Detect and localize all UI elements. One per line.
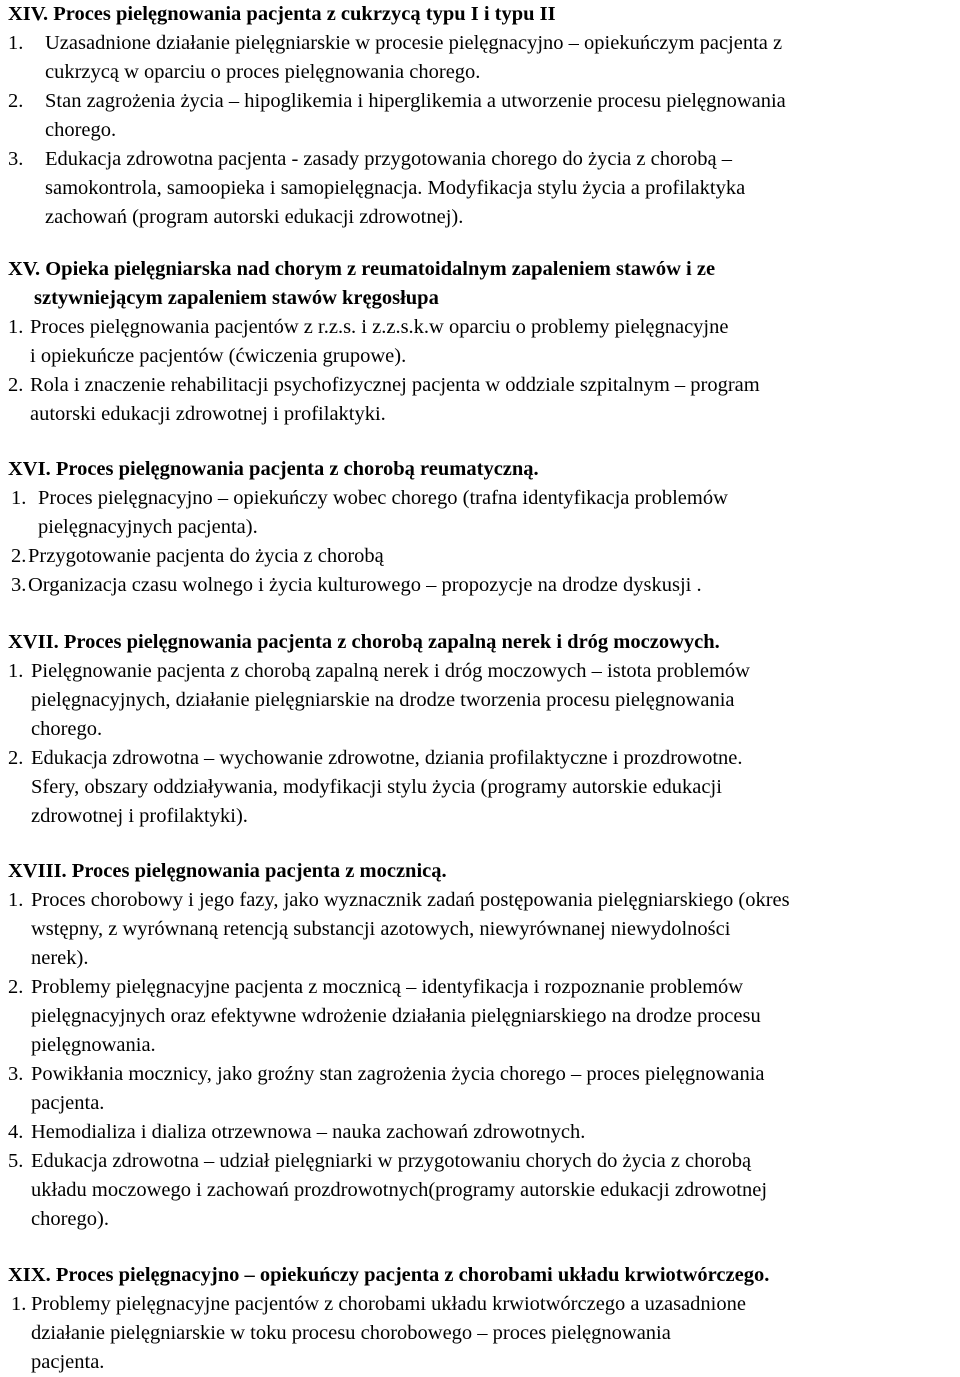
item-line: Edukacja zdrowotna pacjenta - zasady przygotowania chorego do życia z chorobą – <box>45 148 733 170</box>
item-number: 1. <box>8 32 24 54</box>
item-number: 2. <box>8 374 24 396</box>
item-line: chorego. <box>45 119 117 141</box>
item-line: pielęgnowania. <box>31 1034 156 1056</box>
section-heading: XIX. Proces pielęgnacyjno – opiekuńczy pacjenta z chorobami układu krwiotwórczego. <box>8 1264 770 1286</box>
item-line: i opiekuńcze pacjentów (ćwiczenia grupowe). <box>30 345 407 367</box>
list-item <box>8 542 958 571</box>
item-number: 3. <box>8 1063 24 1085</box>
item-number: 1. <box>8 889 24 911</box>
item-line: zdrowotnej i profilaktyki). <box>31 805 248 827</box>
section-xvii <box>8 628 958 831</box>
item-line: Organizacja czasu wolnego i życia kulturowego – propozycje na drodze dyskusji . <box>28 574 702 596</box>
item-line: Rola i znaczenie rehabilitacji psychofizycznej pacjenta w oddziale szpitalnym – program <box>30 374 760 396</box>
list-item <box>8 313 958 371</box>
item-line: pielęgnacyjnych pacjenta). <box>38 516 258 538</box>
item-number: 1. <box>8 316 24 338</box>
section-xix <box>8 1261 958 1377</box>
item-line: Edukacja zdrowotna – wychowanie zdrowotne, dziania profilaktyczne i prozdrowotne. <box>31 747 743 769</box>
item-line: Proces pielęgnacyjno – opiekuńczy wobec chorego (trafna identyfikacja problemów <box>38 487 728 509</box>
section-heading: XIV. Proces pielęgnowania pacjenta z cukrzycą typu I i typu II <box>8 3 556 25</box>
item-number: 2. <box>8 90 24 112</box>
item-line: Sfery, obszary oddziaływania, modyfikacji stylu życia (programy autorskie edukacji <box>31 776 722 798</box>
list-item <box>8 29 958 87</box>
section-heading: XVIII. Proces pielęgnowania pacjenta z mocznicą. <box>8 860 447 882</box>
item-number: 2. <box>8 976 24 998</box>
item-line: układu moczowego i zachowań prozdrowotnych(programy autorskie edukacji zdrowotnej <box>31 1179 768 1201</box>
list-item <box>8 484 958 542</box>
list-item <box>8 371 958 429</box>
list-item <box>8 657 958 744</box>
section-heading: XVI. Proces pielęgnowania pacjenta z chorobą reumatyczną. <box>8 458 539 480</box>
item-number: 5. <box>8 1150 24 1172</box>
section-xviii <box>8 857 958 1234</box>
section-xvi <box>8 455 958 600</box>
list-item <box>8 973 958 1060</box>
item-line: działanie pielęgniarskie w toku procesu chorobowego – proces pielęgnowania <box>31 1322 671 1344</box>
item-line: Hemodializa i dializa otrzewnowa – nauka zachowań zdrowotnych. <box>31 1121 586 1143</box>
item-line: chorego). <box>31 1208 109 1230</box>
item-line: pacjenta. <box>31 1092 105 1114</box>
item-number: 4. <box>8 1121 24 1143</box>
item-number: 2. <box>11 545 27 567</box>
item-line: Proces chorobowy i jego fazy, jako wyznacznik zadań postępowania pielęgniarskiego (okres <box>31 889 790 911</box>
list-item <box>8 571 958 600</box>
list-item <box>8 744 958 831</box>
item-line: wstępny, z wyrównaną retencją substancji azotowych, niewyrównanej niewydolności <box>31 918 731 940</box>
section-heading: XV. Opieka pielęgniarska nad chorym z reumatoidalnym zapaleniem stawów i ze <box>8 258 716 280</box>
item-line: chorego. <box>31 718 103 740</box>
item-line: Problemy pielęgnacyjne pacjenta z mocznicą – identyfikacja i rozpoznanie problemów <box>31 976 744 998</box>
item-number: 2. <box>8 747 24 769</box>
item-line: pielęgnacyjnych, działanie pielęgniarskie na drodze tworzenia procesu pielęgnowania <box>31 689 735 711</box>
item-line: samokontrola, samoopieka i samopielęgnacja. Modyfikacja stylu życia a profilaktyka <box>45 177 746 199</box>
item-line: nerek). <box>31 947 89 969</box>
item-line: Pielęgnowanie pacjenta z chorobą zapalną nerek i dróg moczowych – istota problemów <box>31 660 750 682</box>
item-line: autorski edukacji zdrowotnej i profilaktyki. <box>30 403 386 425</box>
item-line: pacjenta. <box>31 1351 105 1373</box>
item-number: 1. <box>8 660 24 682</box>
item-line: zachowań (program autorski edukacji zdrowotnej). <box>45 206 464 228</box>
item-line: Przygotowanie pacjenta do życia z chorobą <box>28 545 384 567</box>
item-number: 3. <box>11 574 27 596</box>
list-item <box>8 1060 958 1118</box>
list-item <box>8 87 958 145</box>
list-item <box>8 1290 958 1377</box>
list-item <box>8 1147 958 1234</box>
list-item <box>8 145 958 232</box>
item-number: 3. <box>8 148 24 170</box>
item-line: Problemy pielęgnacyjne pacjentów z chorobami układu krwiotwórczego a uzasadnione <box>31 1293 746 1315</box>
item-line: Proces pielęgnowania pacjentów z r.z.s. i z.z.s.k.w oparciu o problemy pielęgnacyjne <box>30 316 729 338</box>
list-item <box>8 886 958 973</box>
list-item <box>8 1118 958 1147</box>
section-heading: XVII. Proces pielęgnowania pacjenta z chorobą zapalną nerek i dróg moczowych. <box>8 631 720 653</box>
section-xiv <box>8 0 958 232</box>
item-line: Uzasadnione działanie pielęgniarskie w procesie pielęgnacyjno – opiekuńczym pacjenta z <box>45 32 783 54</box>
item-line: Stan zagrożenia życia – hipoglikemia i hiperglikemia a utworzenie procesu pielęgnowania <box>45 90 786 112</box>
item-line: Powikłania mocznicy, jako groźny stan zagrożenia życia chorego – proces pielęgnowania <box>31 1063 765 1085</box>
section-xv <box>8 255 958 429</box>
item-line: cukrzycą w oparciu o proces pielęgnowania chorego. <box>45 61 481 83</box>
section-heading-cont: sztywniejącym zapaleniem stawów kręgosłupa <box>34 287 439 309</box>
item-line: Edukacja zdrowotna – udział pielęgniarki w przygotowaniu chorych do życia z chorobą <box>31 1150 752 1172</box>
item-number: 1. <box>11 487 27 509</box>
item-line: pielęgnacyjnych oraz efektywne wdrożenie działania pielęgniarskiego na drodze procesu <box>31 1005 761 1027</box>
item-number: 1. <box>11 1293 27 1315</box>
